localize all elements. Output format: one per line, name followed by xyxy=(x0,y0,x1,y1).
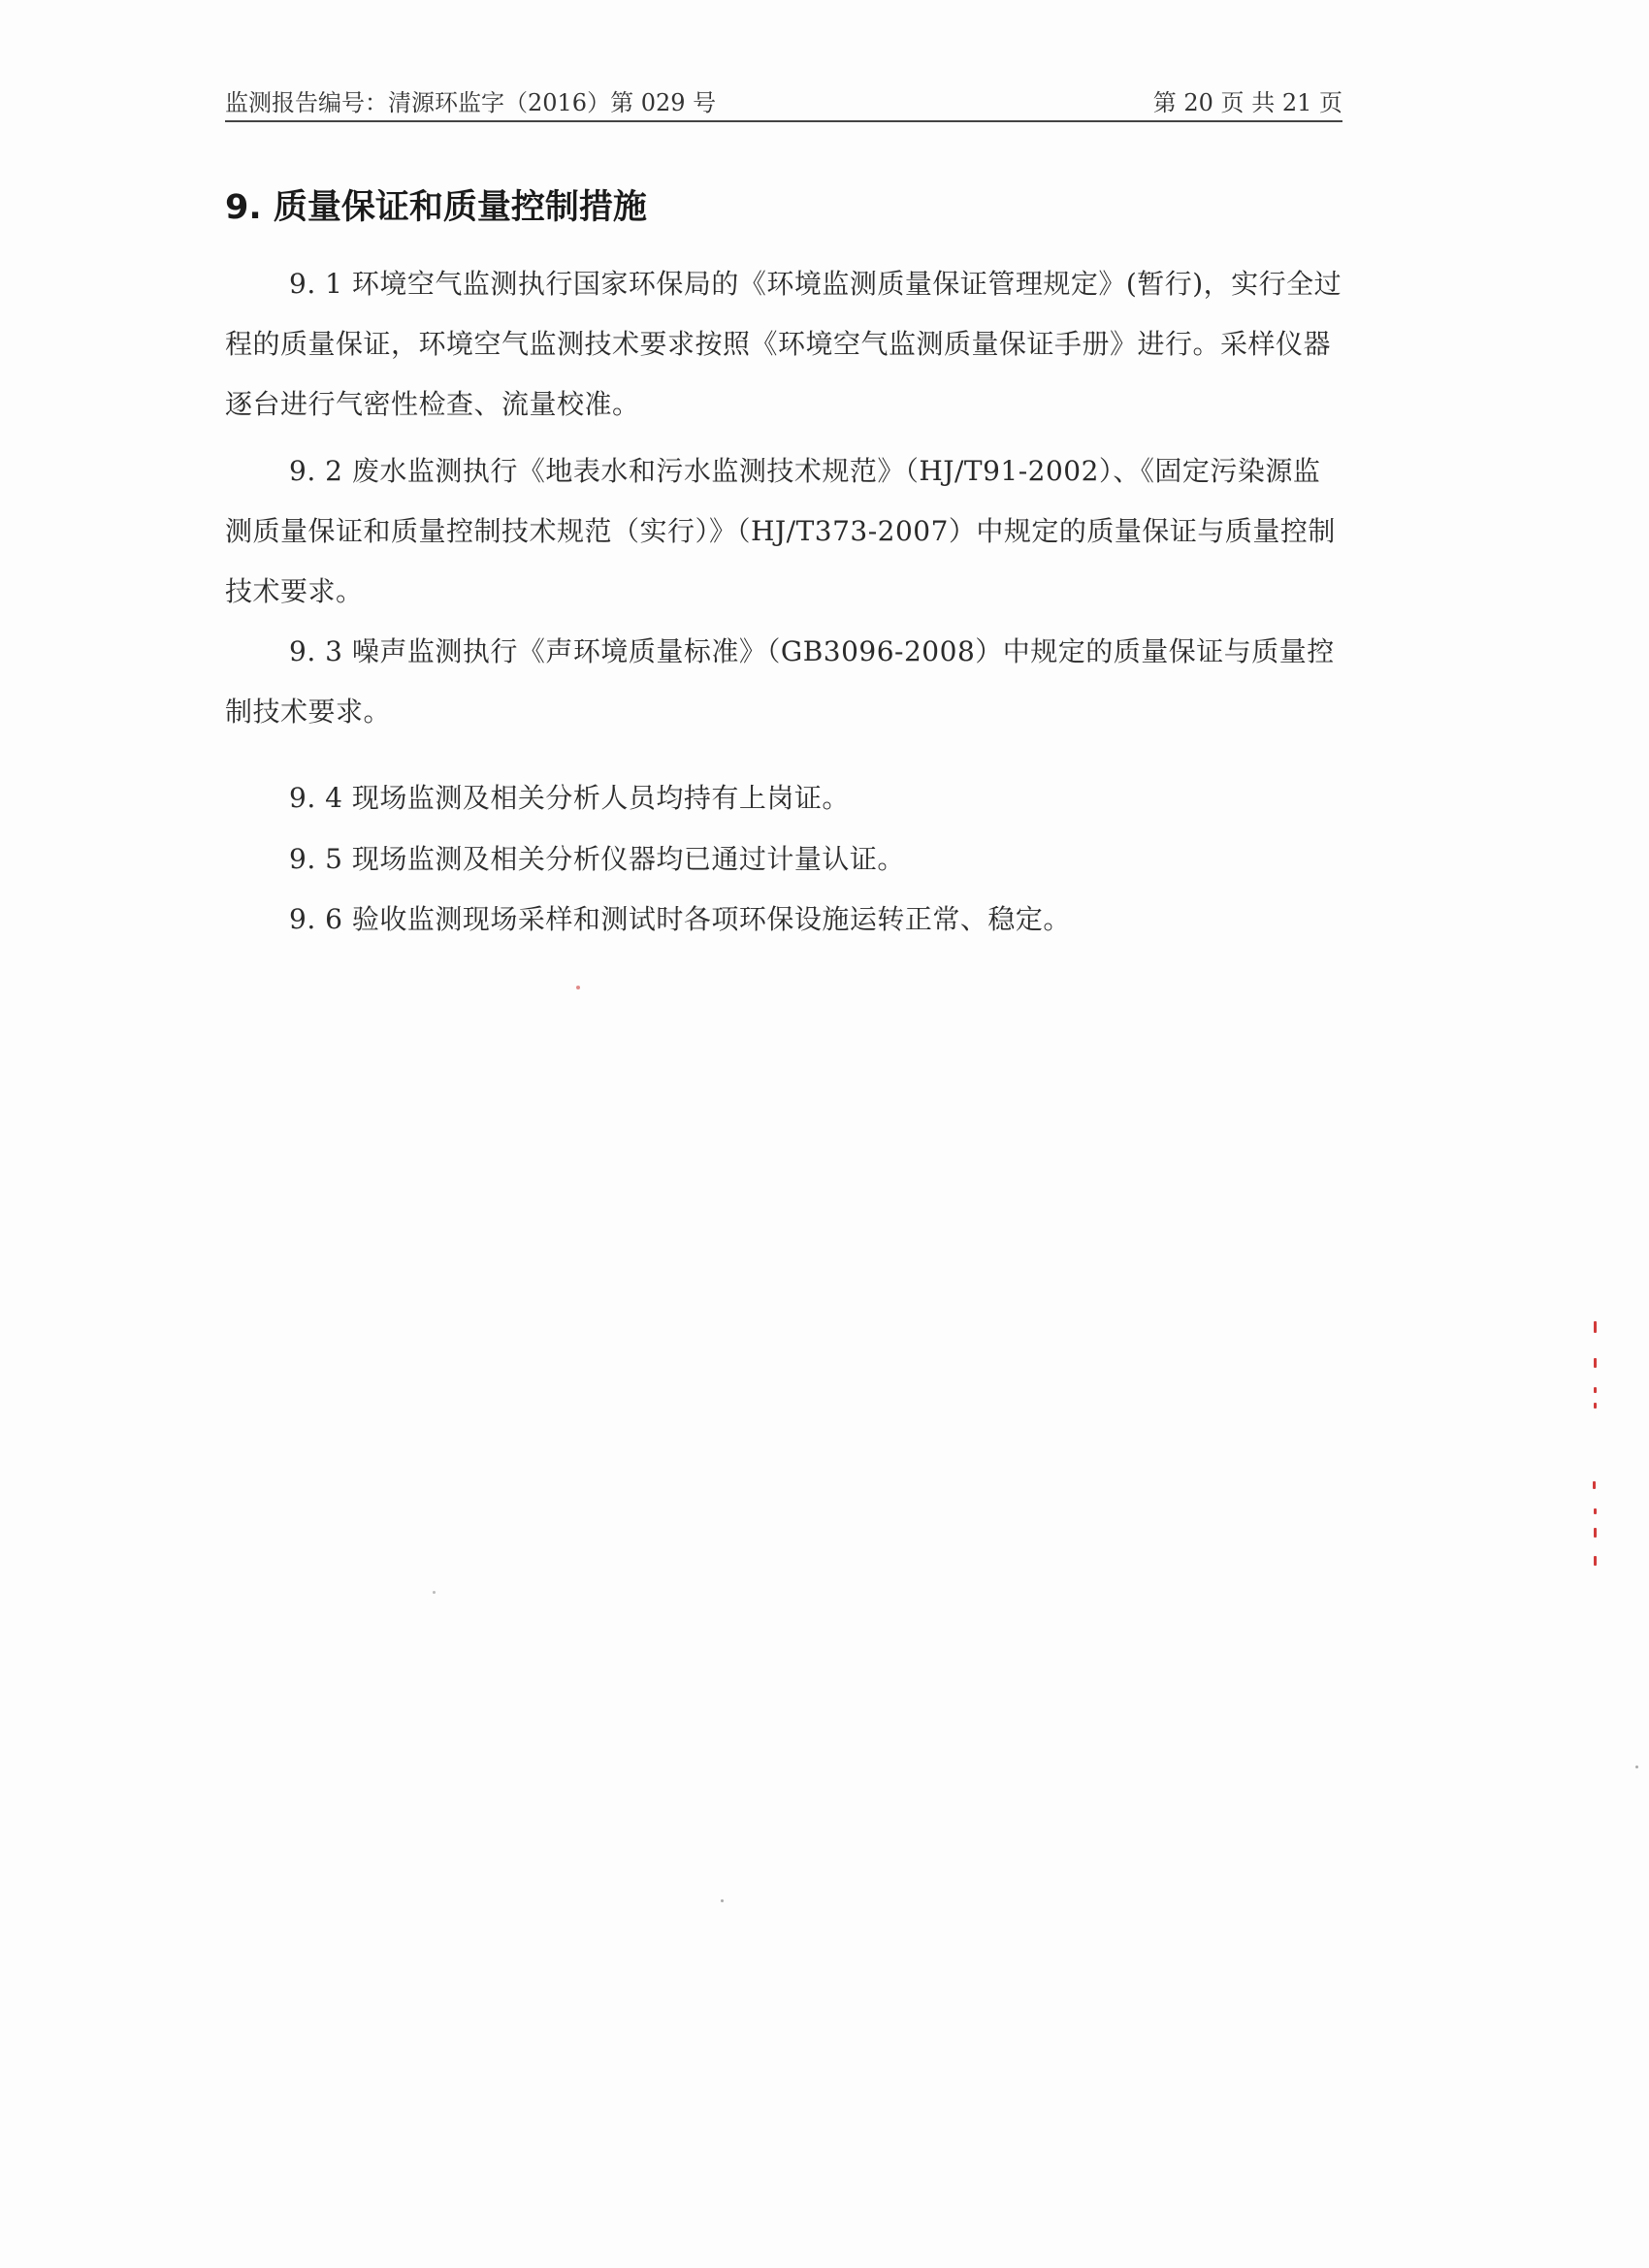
header-divider xyxy=(225,120,1342,122)
edge-mark xyxy=(1594,1403,1597,1409)
edge-mark xyxy=(1594,1321,1597,1333)
paragraph-9-1: 9. 1 环境空气监测执行国家环保局的《环境监测质量保证管理规定》(暂行)，实行全过程的质量保证，环境空气监测技术要求按照《环境空气监测质量保证手册》进行。采样仪器逐台进行气密性检查、流量校准。 xyxy=(225,268,1342,420)
page-header xyxy=(225,85,1342,120)
scan-speck xyxy=(433,1591,436,1594)
paragraph-9-6: 9. 6 验收监测现场采样和测试时各项环保设施运转正常、稳定。 xyxy=(289,903,1071,935)
page-number: 第 20 页 共 21 页 xyxy=(1152,89,1342,116)
report-number: 监测报告编号：清源环监字（2016）第 029 号 xyxy=(225,89,717,116)
edge-mark xyxy=(1594,1508,1597,1514)
edge-mark xyxy=(1594,1387,1597,1393)
paragraph-9-4: 9. 4 现场监测及相关分析人员均持有上岗证。 xyxy=(289,782,850,814)
scan-speck xyxy=(576,986,580,989)
scan-speck xyxy=(721,1899,724,1902)
edge-mark xyxy=(1594,1528,1597,1538)
edge-mark xyxy=(1594,1556,1597,1566)
scan-speck xyxy=(1635,1766,1638,1768)
section-heading: 9. 质量保证和质量控制措施 xyxy=(225,188,647,227)
edge-mark xyxy=(1593,1481,1596,1489)
edge-mark xyxy=(1594,1358,1597,1368)
paragraph-9-3: 9. 3 噪声监测执行《声环境质量标准》（GB3096-2008）中规定的质量保证与质量控制技术要求。 xyxy=(225,635,1335,728)
paragraph-9-2: 9. 2 废水监测执行《地表水和污水监测技术规范》（HJ/T91-2002）、《固定污染源监测质量保证和质量控制技术规范（实行）》（HJ/T373-2007）中规定的质量保证与质量控制技术要求。 xyxy=(225,455,1336,607)
paragraph-9-5: 9. 5 现场监测及相关分析仪器均已通过计量认证。 xyxy=(289,843,905,875)
